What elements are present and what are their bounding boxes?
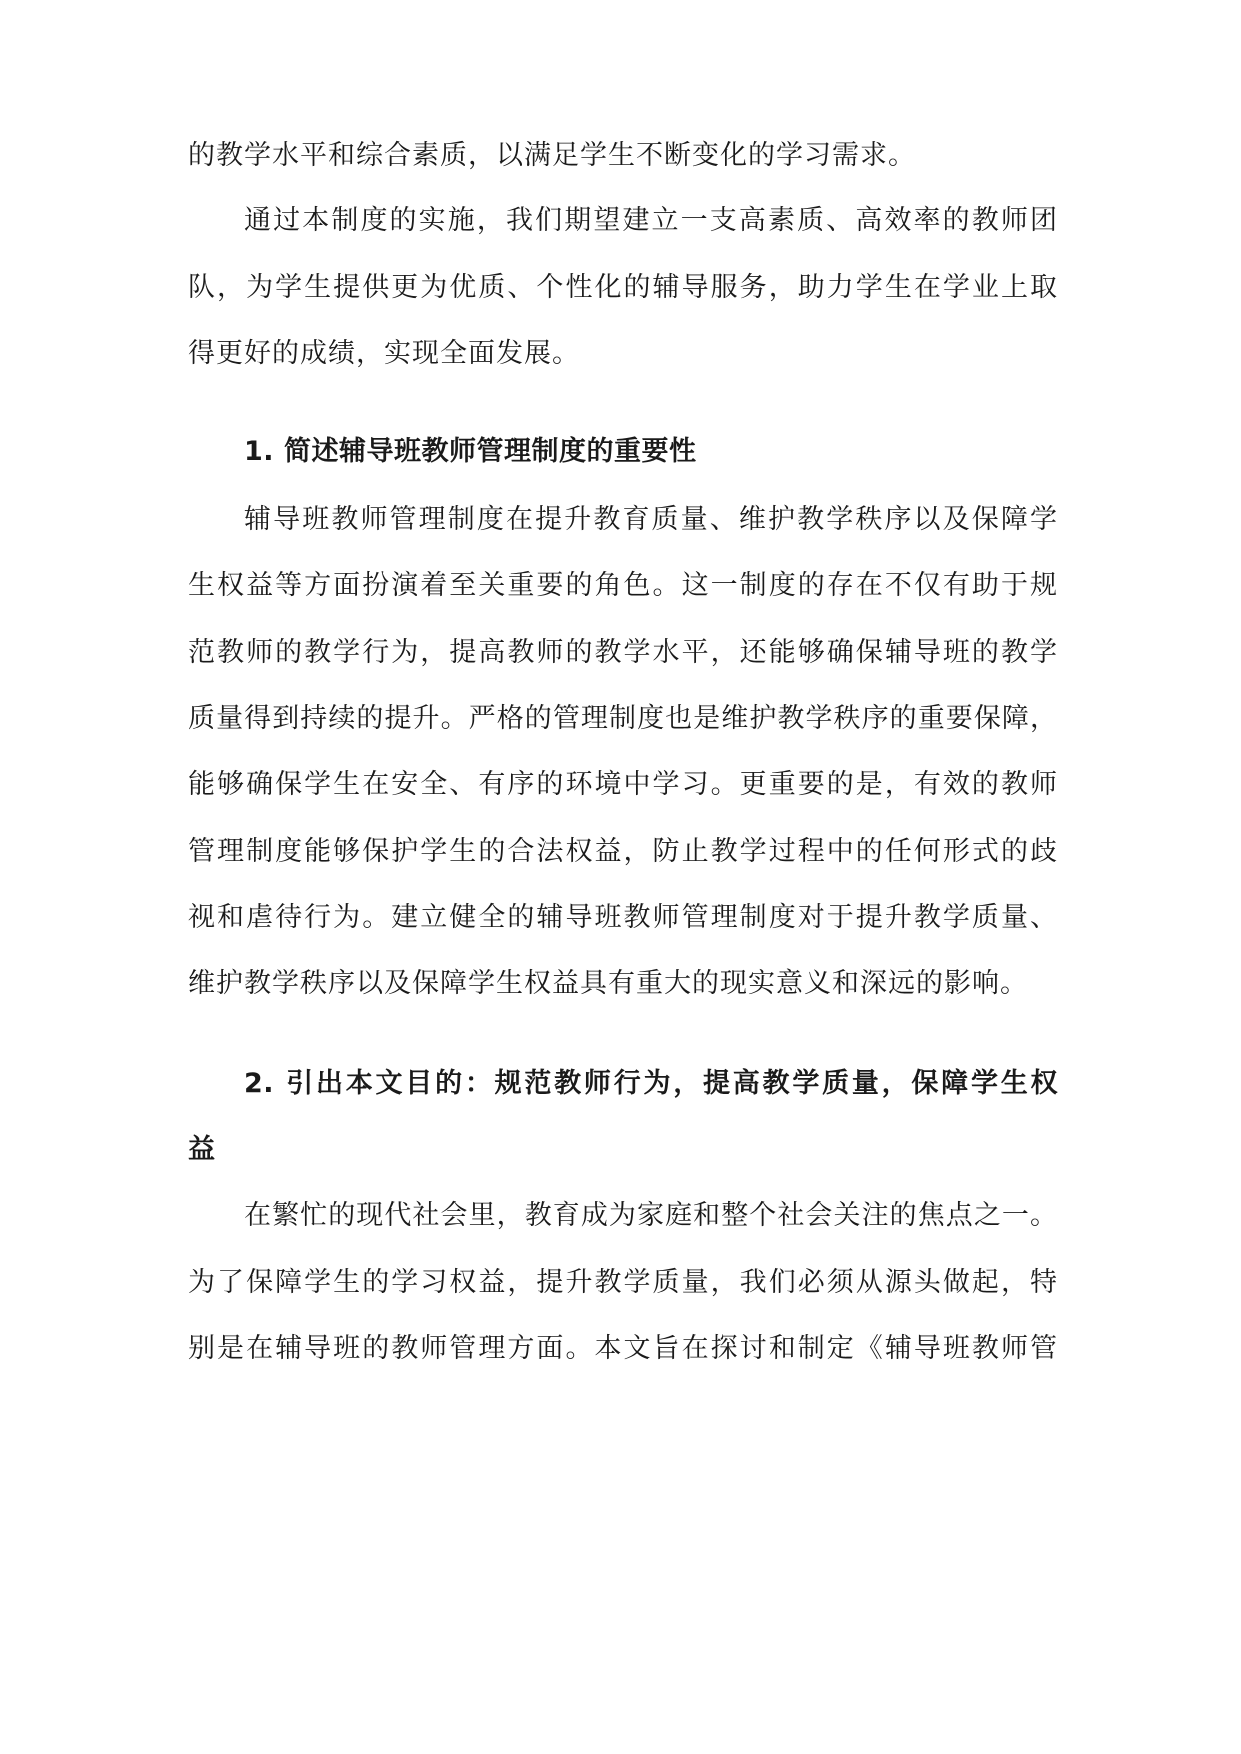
paragraph-line: 为了保障学生的学习权益，提升教学质量，我们必须从源头做起，特 bbox=[188, 1267, 1058, 1298]
paragraph-line: 管理制度能够保护学生的合法权益，防止教学过程中的任何形式的歧 bbox=[188, 836, 1058, 867]
section-heading-2-continuation: 益 bbox=[188, 1134, 216, 1165]
paragraph-line: 能够确保学生在安全、有序的环境中学习。更重要的是，有效的教师 bbox=[188, 769, 1058, 800]
section-heading-1: 1. 简述辅导班教师管理制度的重要性 bbox=[244, 436, 697, 467]
paragraph-line: 范教师的教学行为，提高教师的教学水平，还能够确保辅导班的教学 bbox=[188, 637, 1058, 668]
paragraph-line: 的教学水平和综合素质，以满足学生不断变化的学习需求。 bbox=[188, 140, 916, 171]
paragraph-line: 生权益等方面扮演着至关重要的角色。这一制度的存在不仅有助于规 bbox=[188, 570, 1058, 601]
paragraph-line: 辅导班教师管理制度在提升教育质量、维护教学秩序以及保障学 bbox=[244, 504, 1058, 535]
paragraph-line: 维护教学秩序以及保障学生权益具有重大的现实意义和深远的影响。 bbox=[188, 968, 1028, 999]
paragraph-line: 得更好的成绩，实现全面发展。 bbox=[188, 338, 580, 369]
paragraph-line: 在繁忙的现代社会里，教育成为家庭和整个社会关注的焦点之一。 bbox=[244, 1200, 1058, 1231]
paragraph-line: 通过本制度的实施，我们期望建立一支高素质、高效率的教师团 bbox=[244, 205, 1058, 236]
section-heading-2: 2. 引出本文目的：规范教师行为，提高教学质量，保障学生权 bbox=[244, 1068, 1058, 1099]
paragraph-line: 别是在辅导班的教师管理方面。本文旨在探讨和制定《辅导班教师管 bbox=[188, 1333, 1058, 1364]
paragraph-line: 质量得到持续的提升。严格的管理制度也是维护教学秩序的重要保障， bbox=[188, 703, 1058, 734]
paragraph-line: 视和虐待行为。建立健全的辅导班教师管理制度对于提升教学质量、 bbox=[188, 902, 1058, 933]
paragraph-line: 队，为学生提供更为优质、个性化的辅导服务，助力学生在学业上取 bbox=[188, 272, 1058, 303]
